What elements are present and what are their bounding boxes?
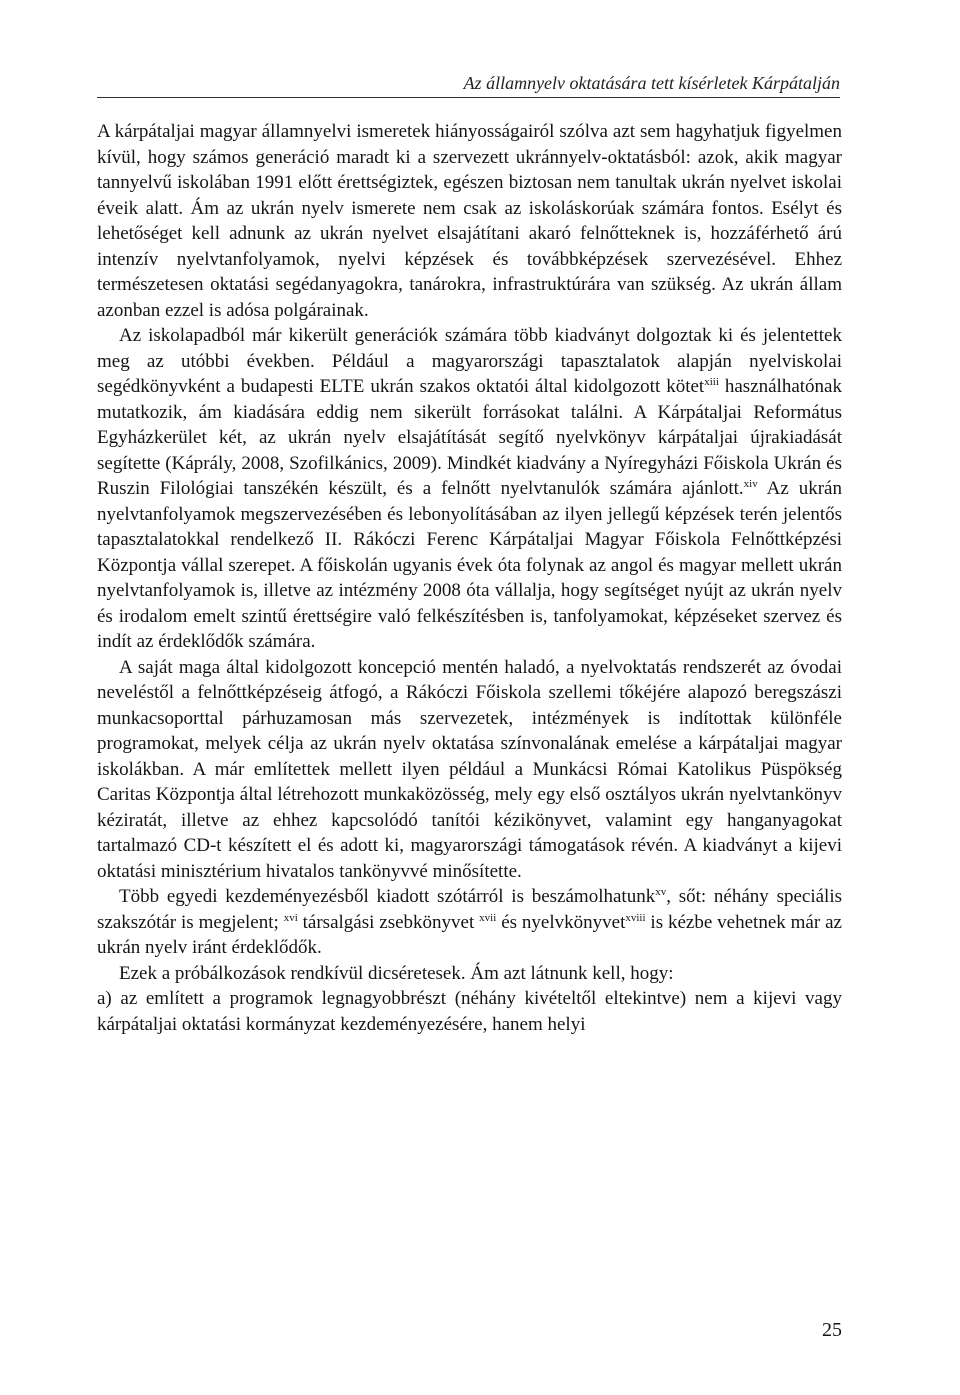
paragraph-4-text-e: is kézbe vehetnek már az ukrán nyelv iránt érdeklődők. xyxy=(97,911,842,958)
paragraph-4-text-d: és nyelvkönyvet xyxy=(496,911,626,933)
header-rule xyxy=(97,97,840,98)
footnote-ref-xiv: xiv xyxy=(743,478,758,490)
paragraph-3: A saját maga által kidolgozott koncepció mentén haladó, a nyelvoktatás rendszerét az óvodai neveléstől a felnőttképzéseig átfogó, a Rákóczi Főiskola szellemi tőkéjére alapozó beregszászi munkacsoporttal párhuzamosan más szervezetek, intézmények is indítottak különféle programokat, melyek célja az ukrán nyelv oktatása színvonalának emelése a kárpátaljai magyar iskolákban. A már említettek mellett ilyen például a Munkácsi Római Katolikus Püspökség Caritas Központja által létrehozott munkaközösség, mely egy első osztályos ukrán nyelvtankönyv kéziratát, illetve az ehhez kapcsolódó tanítói kézikönyvet, valamint egy hanganyagokat tartalmazó CD-t készített el és adott ki, magyarországi támogatások révén. A kiadványt a kijevi oktatási minisztérium hivatalos tankönyvvé minősítette. xyxy=(97,656,842,882)
paragraph-2-text-b: használhatónak mutatkozik, ám kiadására eddig nem sikerült forrásokat találni. A Kárpátaljai Református Egyházkerület két, az ukrán nyelv elsajátítását segítő nyelvkönyv kárpátaljai újrakiadását segítette (Káprály, 2008, Szofilkánics, 2009). Mindkét kiadvány a Nyíregyházi Főiskola Ukrán és Ruszin Filológiai tanszékén készült, és a felnőtt nyelvtanulók számára ajánlott. xyxy=(97,376,842,499)
paragraph-4 xyxy=(97,884,842,961)
paragraph-4-text-b: , sőt: néhány speciális szakszótár is megjelent; xyxy=(97,886,842,933)
footnote-ref-xiii: xiii xyxy=(704,376,719,388)
body-text xyxy=(97,119,842,1037)
running-header: Az államnyelv oktatására tett kísérletek Kárpátalján xyxy=(463,73,840,93)
paragraph-4-text-c: társalgási zsebkönyvet xyxy=(297,911,480,933)
footnote-ref-xviii: xviii xyxy=(625,911,646,924)
footnote-ref-xvi: xvi xyxy=(283,911,298,924)
footnote-ref-xvii: xvii xyxy=(479,911,497,924)
paragraph-6: a) az említett a programok legnagyobbrészt (néhány kivételtől eltekintve) nem a kijevi vagy kárpátaljai oktatási kormányzat kezdeményezésére, hanem helyi xyxy=(97,988,842,1035)
page-number: 25 xyxy=(822,1319,842,1341)
footnote-ref-xv: xv xyxy=(655,886,667,898)
paragraph-2 xyxy=(97,323,842,655)
paragraph-2-text-c: Az ukrán nyelvtanfolyamok megszervezésében és lebonyolításában az ilyen jellegű képzések terén jelentős tapasztalatokkal rendelkező II. Rákóczi Ferenc Kárpátaljai Magyar Főiskola Felnőttképzési Központja vállal szerepet. A főiskolán ugyanis évek óta folynak az angol és magyar mellett ukrán nyelvtanfolyamok is, illetve az intézmény 2008 óta vállalja, hogy segítséget nyújt az ukrán nyelv és irodalom emelt szintű érettségire való felkészítésben is, tanfolyamokat, képzéseket szervez és indít az érdeklődők számára. xyxy=(97,478,842,652)
paragraph-4-text-a: Több egyedi kezdeményezésből kiadott szótárról is beszámolhatunk xyxy=(119,886,656,907)
paragraph-2-text-a: Az iskolapadból már kikerült generációk számára több kiadványt dolgoztak ki és jelentettek meg az utóbbi években. Például a magyarországi tapasztalatok alapján nyelviskolai segédkönyvként a budapesti ELTE ukrán szakos oktatói által kidolgozott kötet xyxy=(97,325,842,397)
paragraph-5: Ezek a próbálkozások rendkívül dicséretesek. Ám azt látnunk kell, hogy: xyxy=(119,962,674,984)
paragraph-1: A kárpátaljai magyar államnyelvi ismeretek hiányosságairól szólva azt sem hagyhatjuk figyelmen kívül, hogy számos generáció maradt ki a szervezett ukránnyelv-oktatásból: azok, akik magyar tannyelvű iskolában 1991 előtt érettségiztek, egészen biztosan nem tanultak ukrán nyelvet iskolai éveik alatt. Ám az ukrán nyelv ismerete nem csak az iskoláskorúak számára fontos. Esélyt és lehetőséget kell adnunk az ukrán nyelvet elsajátítani akaró felnőtteknek is, hozzáférhető árú intenzív nyelvtanfolyamok, nyelvi képzések és továbbképzések szervezésével. Ehhez természetesen oktatási segédanyagokra, tanárokra, infrastruktúrára van szükség. Az ukrán állam azonban ezzel is adósa polgárainak. xyxy=(97,121,842,321)
